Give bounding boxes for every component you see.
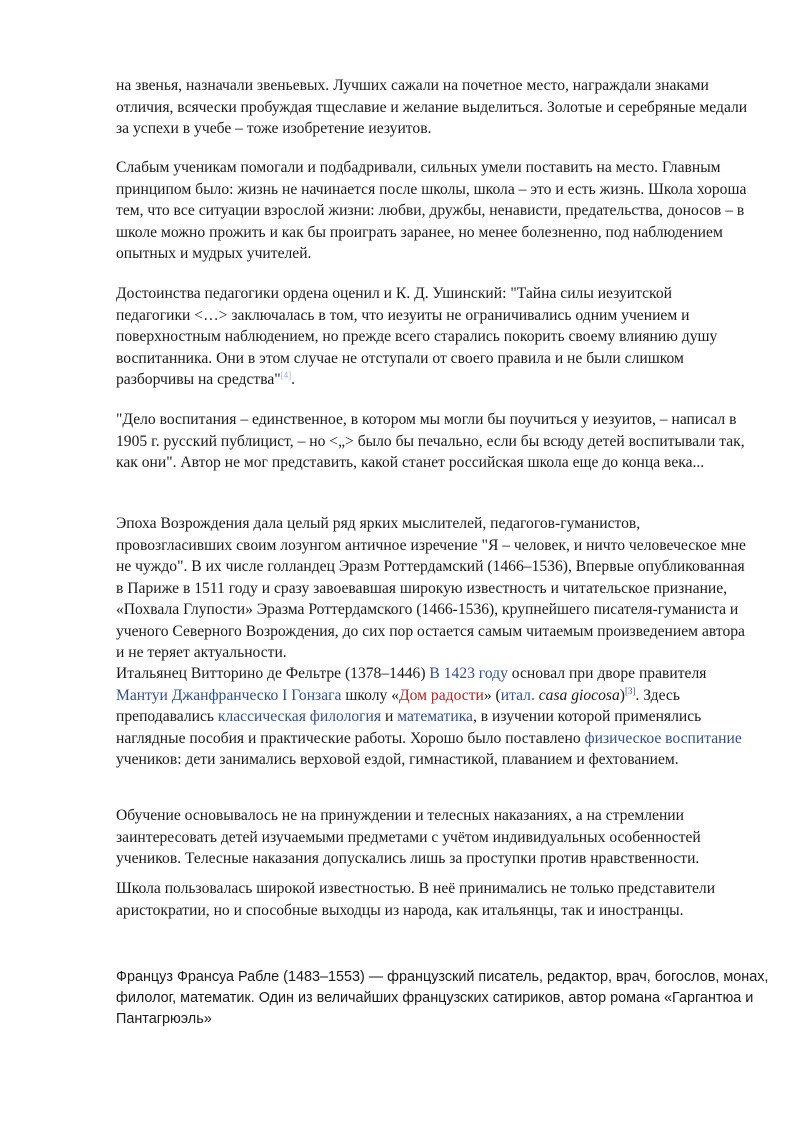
text-span: учеников: дети занимались верховой ездой, гимнастикой, плаванием и фехтованием.	[116, 751, 679, 768]
paragraph-3	[116, 283, 746, 391]
paragraph-3-text: Достоинства педагогики ордена оценил и К. Д. Ушинский: "Тайна силы иезуитской педагогики <…> заключалась в том, что иезуиты не ограничивались одним учением и поверхностным наблюдением, но прежде всего старались покорить своему влиянию душу воспитанника. Они в этом случае не отступали от своего правила и не были слишком разборчивы на средства"	[116, 285, 718, 388]
link-classical-philology[interactable]: классическая филология	[217, 708, 382, 725]
paragraph-5: Эпоха Возрождения дала целый ряд ярких мыслителей, педагогов-гуманистов, провозгласивших своим лозунгом античное изречение "Я – человек, и ничто человеческое мне не чуждо". В их числе голландец Эразм Роттердамский (1466–1536), Впервые опубликованная в Париже в 1511 году и сразу завоевавшая широкую известность и читательское признание, «Похвала Глупости» Эразма Роттердамского (1466-1536), крупнейшего писателя-гуманиста и ученого Северного Возрождения, до сих пор остается самым читаемым произведением автора и не теряет актуальности.	[116, 515, 746, 661]
paragraph-4: "Дело воспитания – единственное, в котором мы могли бы поучиться у иезуитов, – написал в 1905 г. русский публицист, – но <„> было бы печально, если бы всюду детей воспитывали так, как они". Автор не мог представить, какой станет российская школа еще до конца века...	[116, 411, 745, 471]
text-span: основал при дворе правителя	[507, 665, 707, 682]
text-span: » (	[483, 686, 501, 704]
text-span: , в изучении которой применялись наглядные пособия и практические работы. Хорошо было поставлено	[116, 708, 702, 747]
paragraph-8: Школа пользовалась широкой известностью. В неё принимались не только представители аристократии, но и способные выходцы из народа, как итальянцы, так и иностранцы.	[116, 880, 716, 919]
link-mathematics[interactable]: математика	[397, 708, 473, 725]
paragraph-9	[116, 967, 776, 1030]
text-span: . Здесь преподавались	[116, 686, 680, 725]
casa-giocosa: casa giocosa	[538, 686, 620, 704]
paragraph-7: Обучение основывалось не на принуждении и телесных наказаниях, а на стремлении заинтересовать детей изучаемыми предметами с учётом индивидуальных особенностей учеников. Телесные наказания допускались лишь за проступки против нравственности.	[116, 807, 701, 867]
link-1423[interactable]: В 1423 году	[429, 665, 508, 682]
link-ital[interactable]: итал.	[500, 686, 535, 704]
text-span: и	[381, 708, 398, 725]
paragraph-2: Слабым ученикам помогали и подбадривали, сильных умели поставить на место. Главным принципом было: жизнь не начинается после школы, школа – это и есть жизнь. Школа хороша тем, что все ситуации взрослой жизни: любви, дружбы, ненависти, предательства, доносов – в школе можно прожить и как бы проиграть заранее, но менее болезненно, под наблюдением опытных и мудрых учителей.	[116, 159, 747, 262]
text-span: — французский писатель, редактор, врач, богослов, монах, филолог, математик. Один из величайших французских сатириков, автор романа «Гаргантюа и Пантагрюэль»	[116, 969, 769, 1027]
link-dom-radosti[interactable]: Дом радости	[399, 686, 484, 704]
text-span: )	[619, 686, 625, 704]
paragraph-1: на звенья, назначали звеньевых. Лучших сажали на почетное место, награждали знаками отличия, всячески пробуждая тщеславие и желание выделиться. Золотые и серебряные медали за успехи в учебе – тоже изобретение иезуитов.	[116, 77, 748, 137]
rabelais-name: Франсуа Рабле (1483–1553)	[176, 969, 365, 985]
footnote-ref-3[interactable]: [3]	[624, 685, 636, 696]
paragraph-3-end: .	[291, 371, 296, 388]
link-mantua-gonzaga[interactable]: Мантуи Джанфранческо I Гонзага	[116, 686, 342, 704]
footnote-ref-4[interactable]: [4]	[280, 369, 292, 380]
text-span: школу «	[341, 686, 400, 704]
link-physical-education[interactable]: физическое воспитание	[584, 729, 742, 747]
text-span: Француз	[116, 969, 177, 985]
text-span: Итальянец Витторино де Фельтре (1378–1446)	[116, 665, 430, 682]
paragraph-6	[116, 663, 756, 771]
